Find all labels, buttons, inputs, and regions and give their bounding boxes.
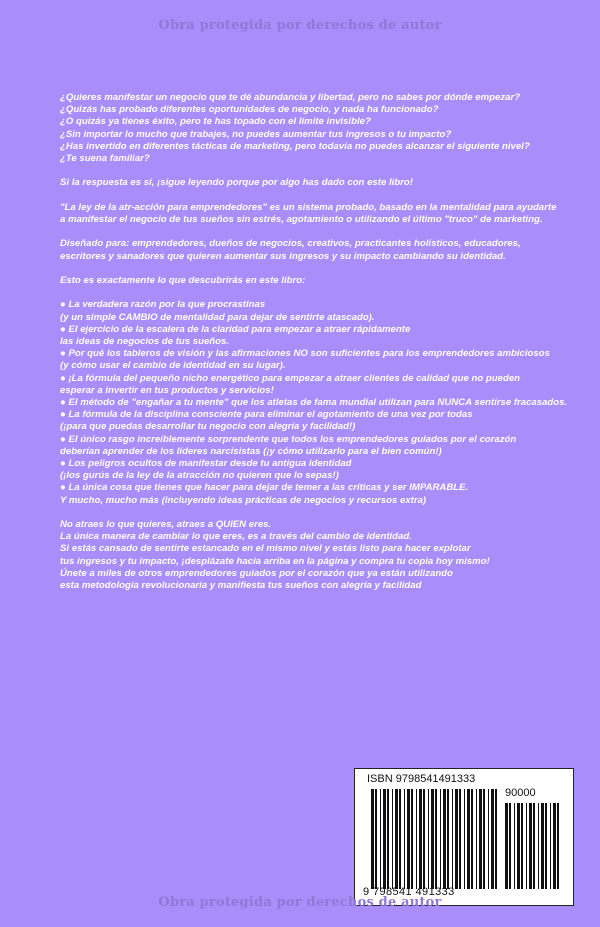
text-line: ¿Has invertido en diferentes tácticas de marketing, pero todavía no puedes alcanzar el siguiente nivel? [60, 140, 530, 152]
text-line: tus ingresos y tu impacto, ¡desplázate hacia arriba en la página y compra tu copia hoy mismo! [60, 555, 490, 567]
paragraph [60, 92, 580, 165]
barcode-bar [399, 789, 401, 889]
text-line: (y cómo usar el cambio de identidad en su lugar). [60, 360, 286, 372]
barcode-bar [395, 789, 398, 889]
text-line: (y un simple CAMBIO de mentalidad para dejar de sentirte atascado). [60, 311, 375, 323]
barcode-bar [476, 789, 477, 889]
barcode-digits: 9 798541 491333 [363, 886, 455, 898]
barcode-bar [514, 803, 515, 889]
barcode-bar [483, 789, 485, 889]
paragraph [60, 177, 580, 189]
barcode-bar [387, 789, 389, 889]
barcode-bar [431, 789, 434, 889]
text-line: "La ley de la atr-acción para emprendedores" es un sistema probado, basado en la mentalidad para ayudarte [60, 201, 557, 213]
barcode-bar [404, 789, 405, 889]
text-line: esta metodología revolucionaria y manifiesta tus sueños con alegría y facilidad [60, 580, 422, 592]
text-line: ● ¡La fórmula del pequeño nicho energético para empezar a atraer clientes de calidad que no pueden [60, 372, 521, 384]
barcode-bar [479, 789, 482, 889]
text-line: Y mucho, mucho más (incluyendo ideas prácticas de negocios y recursos extra) [60, 494, 427, 506]
barcode-bar [383, 789, 386, 889]
barcode-bar [541, 803, 544, 889]
text-line: Únete a miles de otros emprendedores guiados por el corazón que ya están utilizando [60, 567, 453, 579]
text-line: ¿Quizás has probado diferentes oportunidades de negocio, y nada ha funcionado? [60, 104, 439, 116]
text-line: ● La fórmula de la disciplina consciente para eliminar el agotamiento de una vez por todas [60, 409, 473, 421]
text-line: ¿Te suena familiar? [60, 153, 150, 165]
text-line: ● Los peligros ocultos de manifestar desde tu antigua identidad [60, 458, 352, 470]
barcode-bar [491, 789, 494, 889]
barcode-bar [416, 789, 417, 889]
text-line: ● La única cosa que tienes que hacer para dejar de temer a las críticas y ser IMPARABLE. [60, 482, 469, 494]
text-line: Si estás cansado de sentirte estancado en el mismo nivel y estás listo para hacer explotar [60, 543, 471, 555]
barcode-bar [428, 789, 429, 889]
barcode-bar [471, 789, 473, 889]
text-line: ● El método de "engañar a tu mente" que los atletas de fama mundial utilizan para NUNCA sentirse fracasados. [60, 397, 568, 408]
barcode-bar [495, 789, 497, 889]
isbn-label: ISBN 9798541491333 [367, 773, 476, 785]
text-line: ¿O quizás ya tienes éxito, pero te has topado con el límite invisible? [60, 116, 371, 128]
barcode-bar [517, 803, 520, 889]
barcode-bar [375, 789, 377, 889]
barcode-bar [440, 789, 441, 889]
barcode-bar [443, 789, 446, 889]
back-cover-text [60, 92, 580, 604]
text-line: Esto es exactamente lo que descubrirás en este libro: [60, 274, 306, 286]
text-line: ● Por qué los tableros de visión y las afirmaciones NO son suficientes para los emprendedores ambiciosos [60, 348, 550, 360]
addon-price: 90000 [505, 787, 536, 799]
text-line: Si la respuesta es sí, ¡sigue leyendo porque por algo has dado con este libro! [60, 177, 413, 189]
barcode-bar [553, 803, 556, 889]
barcode-bar [538, 803, 539, 889]
barcode-bar [419, 789, 422, 889]
barcode-bar [529, 803, 532, 889]
text-line: La única manera de cambiar lo que eres, es a través del cambio de identidad. [60, 531, 412, 543]
barcode-bar [455, 789, 458, 889]
barcode-bar [435, 789, 437, 889]
barcode-bar [488, 789, 489, 889]
text-line: deberían aprender de los líderes narcisistas (¡y cómo utilizarlo para el bien común!) [60, 445, 442, 457]
barcode-bar [423, 789, 425, 889]
barcode-bar [505, 803, 508, 889]
barcode-bar [526, 803, 527, 889]
paragraph [60, 238, 580, 262]
paragraph [60, 275, 580, 287]
text-line: ● La verdadera razón por la que procrastinas [60, 299, 266, 311]
text-line: a manifestar el negocio de tus sueños sin estrés, agotamiento o utilizando el último "truco" de marketing. [60, 214, 543, 225]
barcode-bar [380, 789, 381, 889]
watermark-bottom: Obra protegida por derechos de autor [158, 895, 442, 910]
barcode-bar [447, 789, 449, 889]
barcode-bar [467, 789, 470, 889]
text-line: las ideas de negocios de tus sueños. [60, 335, 230, 347]
text-line: No atraes lo que quieres, atraes a QUIEN eres. [60, 519, 272, 531]
barcode-bar [550, 803, 551, 889]
barcode-bar [371, 789, 374, 889]
barcode-bar [509, 803, 511, 889]
paragraph [60, 299, 580, 506]
barcode-bars [355, 769, 573, 905]
isbn-barcode [354, 768, 574, 906]
barcode-bar [545, 803, 547, 889]
text-line: (¡los gurús de la ley de la atracción no quieren que lo sepas!) [60, 470, 339, 482]
barcode-bar [411, 789, 413, 889]
text-line: ¿Quieres manifestar un negocio que te dé abundancia y libertad, pero no sabes por dónde empezar? [60, 92, 521, 103]
text-line: esperar a invertir en tus productos y servicios! [60, 384, 274, 396]
text-line: ● El único rasgo increíblemente sorprendente que todos los emprendedores guiados por el corazón [60, 433, 517, 445]
barcode-bar [459, 789, 461, 889]
text-line: ● El ejercicio de la escalera de la claridad para empezar a atraer rápidamente [60, 323, 411, 335]
text-line: (¡para que puedas desarrollar tu negocio con alegría y facilidad!) [60, 421, 356, 433]
text-line: ¿Sin importar lo mucho que trabajes, no puedes aumentar tus ingresos o tu impacto? [60, 128, 452, 140]
barcode-bar [407, 789, 410, 889]
watermark-top: Obra protegida por derechos de autor [158, 18, 442, 33]
barcode-bar [521, 803, 523, 889]
barcode-bar [533, 803, 535, 889]
barcode-bar [452, 789, 453, 889]
paragraph [60, 519, 580, 592]
text-line: Diseñado para: emprendedores, dueños de negocios, creativos, practicantes holísticos, educadores, [60, 238, 521, 250]
barcode-bar [557, 803, 559, 889]
text-line: escritores y sanadores que quieren aumentar sus ingresos y su impacto cambiando su identidad. [60, 250, 506, 262]
barcode-bar [464, 789, 465, 889]
paragraph [60, 202, 580, 226]
barcode-bar [392, 789, 393, 889]
